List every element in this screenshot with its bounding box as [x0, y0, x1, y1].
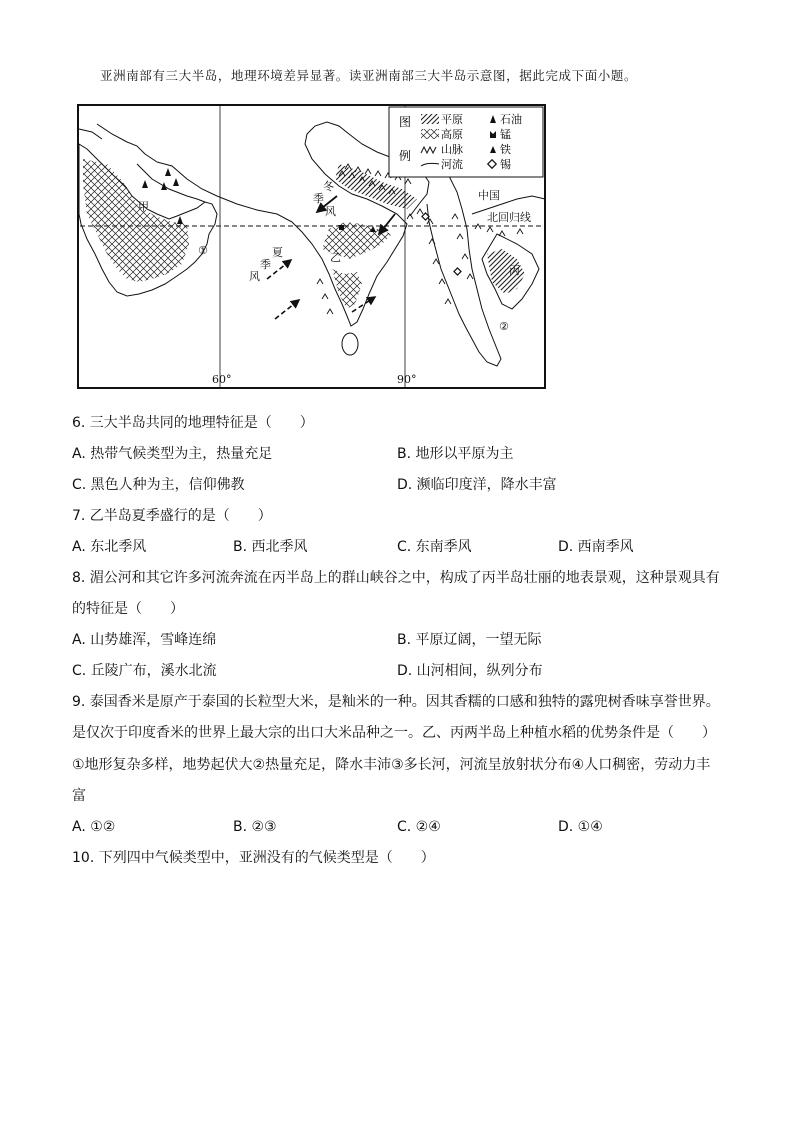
q6-option-c[interactable]: C. 黑色人种为主，信仰佛教 [72, 477, 245, 493]
label-circle-2: ② [499, 320, 509, 333]
legend-manganese: 锰 [500, 128, 511, 141]
legend-river: 河流 [441, 158, 463, 171]
label-summer-monsoon-2: 季 [260, 258, 271, 271]
label-china: 中国 [478, 189, 500, 202]
legend-iron: 铁 [500, 143, 511, 156]
south-asia-peninsulas-map [77, 104, 546, 389]
label-winter-monsoon-2: 季 [313, 192, 324, 205]
q8-option-d[interactable]: D. 山河相间，纵列分布 [397, 663, 543, 679]
question-9-stem-line-2: 是仅次于印度香米的世界上最大宗的出口大米品种之一。乙、丙两半岛上种植水稻的优势条件是（ ） [72, 725, 716, 741]
legend-title-2: 例 [399, 149, 412, 163]
q7-option-c[interactable]: C. 东南季风 [397, 539, 472, 555]
label-circle-1: ① [198, 244, 208, 257]
label-longitude-60: 60° [212, 373, 232, 386]
intro-text: 亚洲南部有三大半岛，地理环境差异显著。读亚洲南部三大半岛示意图，据此完成下面小题。 [100, 68, 638, 83]
question-7-stem: 7. 乙半岛夏季盛行的是（ ） [72, 508, 272, 524]
question-9-stem-line-3: ①地形复杂多样，地势起伏大②热量充足，降水丰沛③多长河，河流呈放射状分布④人口稠密，劳动力丰 [72, 757, 711, 773]
manganese-symbol [339, 225, 344, 230]
q6-option-d[interactable]: D. 濒临印度洋，降水丰富 [397, 477, 557, 493]
legend-tin: 锡 [500, 158, 511, 171]
q9-option-a[interactable]: A. ①② [72, 819, 116, 835]
legend-plain: 平原 [441, 113, 463, 126]
q7-option-d[interactable]: D. 西南季风 [558, 539, 634, 555]
question-9-stem-line-1: 9. 泰国香米是原产于泰国的长粒型大米，是籼米的一种。因其香糯的口感和独特的露兜树香味享誉世界。 [72, 694, 720, 710]
question-6-stem: 6. 三大半岛共同的地理特征是（ ） [72, 415, 314, 431]
sri-lanka [342, 333, 358, 355]
label-peninsula-jia: 甲 [138, 200, 149, 213]
q7-option-a[interactable]: A. 东北季风 [72, 539, 147, 555]
legend-mountain: 山脉 [441, 143, 463, 156]
q8-option-b[interactable]: B. 平原辽阔，一望无际 [397, 632, 542, 648]
question-8-stem-line-2: 的特征是（ ） [72, 601, 184, 617]
map-legend [389, 107, 543, 177]
question-9-stem-line-4: 富 [72, 788, 86, 804]
q8-option-a[interactable]: A. 山势雄浑，雪峰连绵 [72, 632, 217, 648]
legend-oil: 石油 [500, 113, 522, 126]
label-peninsula-bing: 丙 [509, 264, 520, 277]
q9-option-d[interactable]: D. ①④ [558, 819, 603, 835]
q8-option-c[interactable]: C. 丘陵广布，溪水北流 [72, 663, 217, 679]
label-peninsula-yi: 乙 [330, 251, 341, 264]
label-summer-monsoon-1: 夏 [272, 246, 283, 259]
label-tropic-of-cancer: 北回归线 [487, 211, 531, 224]
legend-plateau: 高原 [441, 128, 463, 141]
legend-title-1: 图 [399, 115, 412, 129]
q6-option-b[interactable]: B. 地形以平原为主 [397, 446, 514, 462]
q6-option-a[interactable]: A. 热带气候类型为主，热量充足 [72, 446, 273, 462]
q9-option-b[interactable]: B. ②③ [233, 819, 277, 835]
label-longitude-90: 90° [397, 373, 417, 386]
question-10-stem: 10. 下列四中气候类型中，亚洲没有的气候类型是（ ） [72, 850, 435, 866]
label-winter-monsoon-3: 风 [325, 205, 336, 218]
label-winter-monsoon-1: 冬 [323, 180, 334, 193]
q7-option-b[interactable]: B. 西北季风 [233, 539, 308, 555]
question-8-stem-line-1: 8. 湄公河和其它许多河流奔流在丙半岛上的群山峡谷之中，构成了丙半岛壮丽的地表景观，这种景观具有 [72, 570, 720, 586]
q9-option-c[interactable]: C. ②④ [397, 819, 441, 835]
label-summer-monsoon-3: 风 [249, 270, 260, 283]
